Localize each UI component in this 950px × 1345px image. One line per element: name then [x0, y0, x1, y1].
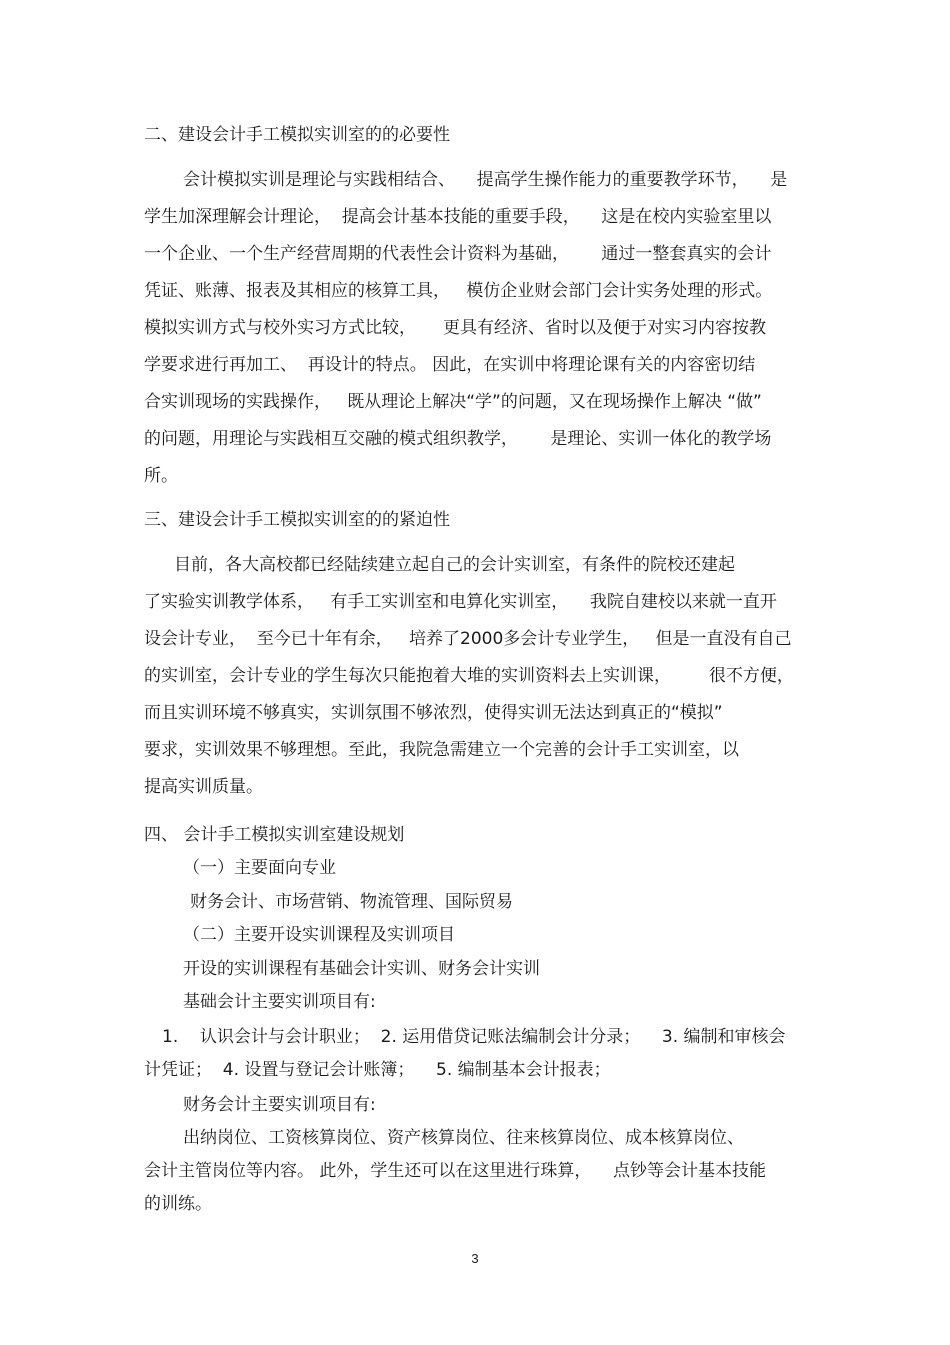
paragraph-line: 会计模拟实训是理论与实践相结合、 提高学生操作能力的重要教学环节， 是: [183, 170, 788, 190]
section-heading: 二、建设会计手工模拟实训室的的必要性: [144, 125, 450, 145]
page-number: 3: [471, 1251, 479, 1266]
paragraph-line: 要求，实训效果不够理想。至此，我院急需建立一个完善的会计手工实训室，以: [144, 740, 739, 760]
subsection-heading: （一）主要面向专业: [183, 858, 336, 878]
paragraph-line: 模拟实训方式与校外实习方式比较， 更具有经济、省时以及便于对实习内容按教: [144, 318, 767, 338]
paragraph-line: 的训练。: [144, 1194, 212, 1214]
paragraph-line: 财务会计主要实训项目有:: [183, 1095, 376, 1115]
paragraph-line: 目前，各大高校都已经陆续建立起自己的会计实训室，有条件的院校还建起: [174, 555, 735, 575]
paragraph-line: 学生加深理解会计理论， 提高会计基本技能的重要手段， 这是在校内实验室里以: [144, 207, 772, 227]
paragraph-line: 一个企业、一个生产经营周期的代表性会计资料为基础， 通过一整套真实的会计: [144, 244, 772, 264]
paragraph-line: 合实训现场的实践操作， 既从理论上解决“学”的问题，又在现场操作上解决 “做”: [144, 392, 762, 412]
paragraph-line: 1. 认识会计与会计职业； 2. 运用借贷记账法编制会计分录； 3. 编制和审核会: [162, 1027, 786, 1047]
paragraph-line: 基础会计主要实训项目有:: [183, 992, 376, 1012]
section-heading: 三、建设会计手工模拟实训室的的紧迫性: [144, 510, 450, 530]
paragraph-line: 财务会计、市场营销、物流管理、国际贸易: [190, 892, 513, 912]
section-heading: 四、 会计手工模拟实训室建设规划: [144, 825, 405, 845]
paragraph-line: 所。: [144, 466, 178, 486]
paragraph-line: 提高实训质量。: [144, 777, 263, 797]
paragraph-line: 了实验实训教学体系， 有手工实训室和电算化实训室， 我院自建校以来就一直开: [144, 592, 777, 612]
paragraph-line: 凭证、账薄、报表及其相应的核算工具， 模仿企业财会部门会计实务处理的形式。: [144, 281, 773, 301]
paragraph-line: 的实训室，会计专业的学生每次只能抱着大堆的实训资料去上实训课， 很不方便，: [144, 666, 794, 686]
subsection-heading: （二）主要开设实训课程及实训项目: [183, 925, 455, 945]
paragraph-line: 计凭证； 4. 设置与登记会计账簿； 5. 编制基本会计报表；: [144, 1060, 611, 1080]
paragraph-line: 设会计专业， 至今已十年有余， 培养了2000多会计专业学生， 但是一直没有自己: [144, 629, 792, 649]
paragraph-line: 而且实训环境不够真实，实训氛围不够浓烈，使得实训无法达到真正的“模拟”: [144, 703, 723, 723]
paragraph-line: 学要求进行再加工、 再设计的特点。 因此，在实训中将理论课有关的内容密切结: [144, 355, 756, 375]
paragraph-line: 出纳岗位、工资核算岗位、资产核算岗位、往来核算岗位、成本核算岗位、: [183, 1128, 744, 1148]
paragraph-line: 开设的实训课程有基础会计实训、财务会计实训: [183, 959, 540, 979]
paragraph-line: 的问题，用理论与实践相互交融的模式组织教学， 是理论、实训一体化的教学场: [144, 429, 772, 449]
paragraph-line: 会计主管岗位等内容。 此外，学生还可以在这里进行珠算， 点钞等会计基本技能: [144, 1161, 767, 1181]
